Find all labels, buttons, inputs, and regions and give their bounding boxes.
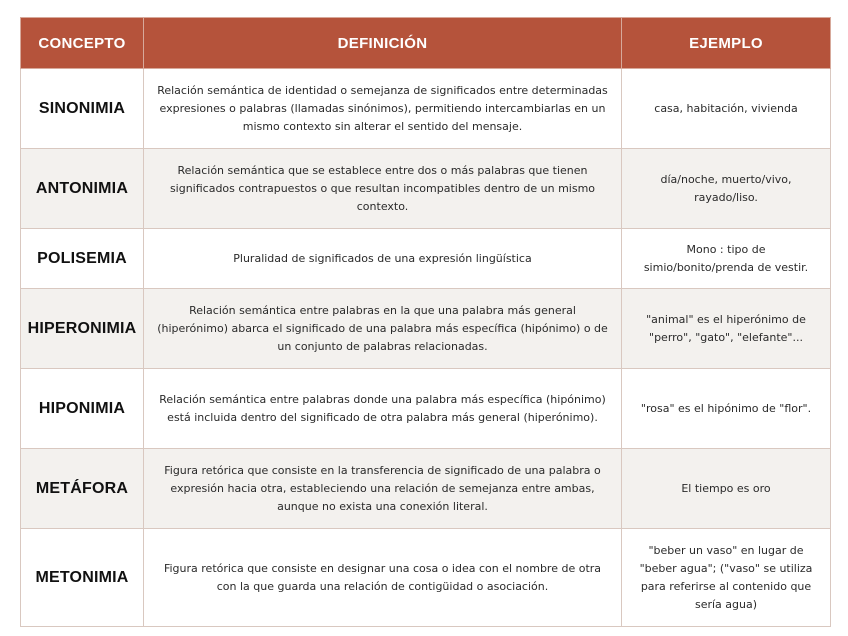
definition-cell: Relación semántica que se establece entre dos o más palabras que tienen significados contrapuestos o que resultan incompatibles dentro de un mismo contexto. (144, 149, 622, 229)
table-row (21, 69, 831, 149)
concept-cell: METONIMIA (21, 529, 144, 627)
table-row (21, 449, 831, 529)
table-header-row (21, 18, 831, 69)
concept-cell: SINONIMIA (21, 69, 144, 149)
concept-cell: ANTONIMIA (21, 149, 144, 229)
concept-cell: METÁFORA (21, 449, 144, 529)
concept-cell: POLISEMIA (21, 229, 144, 289)
definition-cell: Figura retórica que consiste en designar una cosa o idea con el nombre de otra con la que guarda una relación de contigüidad o asociación. (144, 529, 622, 627)
definition-cell: Relación semántica de identidad o semejanza de significados entre determinadas expresiones o palabras (llamadas sinónimos), permitiendo intercambiarlas en un mismo contexto sin alterar el sentido del mensaje. (144, 69, 622, 149)
example-cell: día/noche, muerto/vivo, rayado/liso. (622, 149, 831, 229)
header-definition: DEFINICIÓN (144, 18, 622, 69)
semantic-relations-table (20, 17, 831, 627)
definition-cell: Relación semántica entre palabras en la que una palabra más general (hiperónimo) abarca el significado de una palabra más específica (hipónimo) o de un conjunto de palabras relacionadas. (144, 289, 622, 369)
concept-cell: HIPONIMIA (21, 369, 144, 449)
example-cell: Mono : tipo de simio/bonito/prenda de vestir. (622, 229, 831, 289)
table-row (21, 149, 831, 229)
definition-cell: Relación semántica entre palabras donde una palabra más específica (hipónimo) está incluida dentro del significado de otra palabra más general (hiperónimo). (144, 369, 622, 449)
table-row (21, 369, 831, 449)
example-cell: "rosa" es el hipónimo de "flor". (622, 369, 831, 449)
definition-cell: Figura retórica que consiste en la transferencia de significado de una palabra o expresión hacia otra, estableciendo una relación de semejanza entre ambas, aunque no exista una conexión literal. (144, 449, 622, 529)
header-concept: CONCEPTO (21, 18, 144, 69)
concept-cell: HIPERONIMIA (21, 289, 144, 369)
example-cell: casa, habitación, vivienda (622, 69, 831, 149)
example-cell: El tiempo es oro (622, 449, 831, 529)
table-row (21, 289, 831, 369)
example-cell: "animal" es el hiperónimo de "perro", "gato", "elefante"... (622, 289, 831, 369)
header-example: EJEMPLO (622, 18, 831, 69)
definition-cell: Pluralidad de significados de una expresión lingüística (144, 229, 622, 289)
concepts-table-container (20, 17, 830, 627)
table-row (21, 229, 831, 289)
example-cell: "beber un vaso" en lugar de "beber agua"; ("vaso" se utiliza para referirse al contenido que sería agua) (622, 529, 831, 627)
table-row (21, 529, 831, 627)
